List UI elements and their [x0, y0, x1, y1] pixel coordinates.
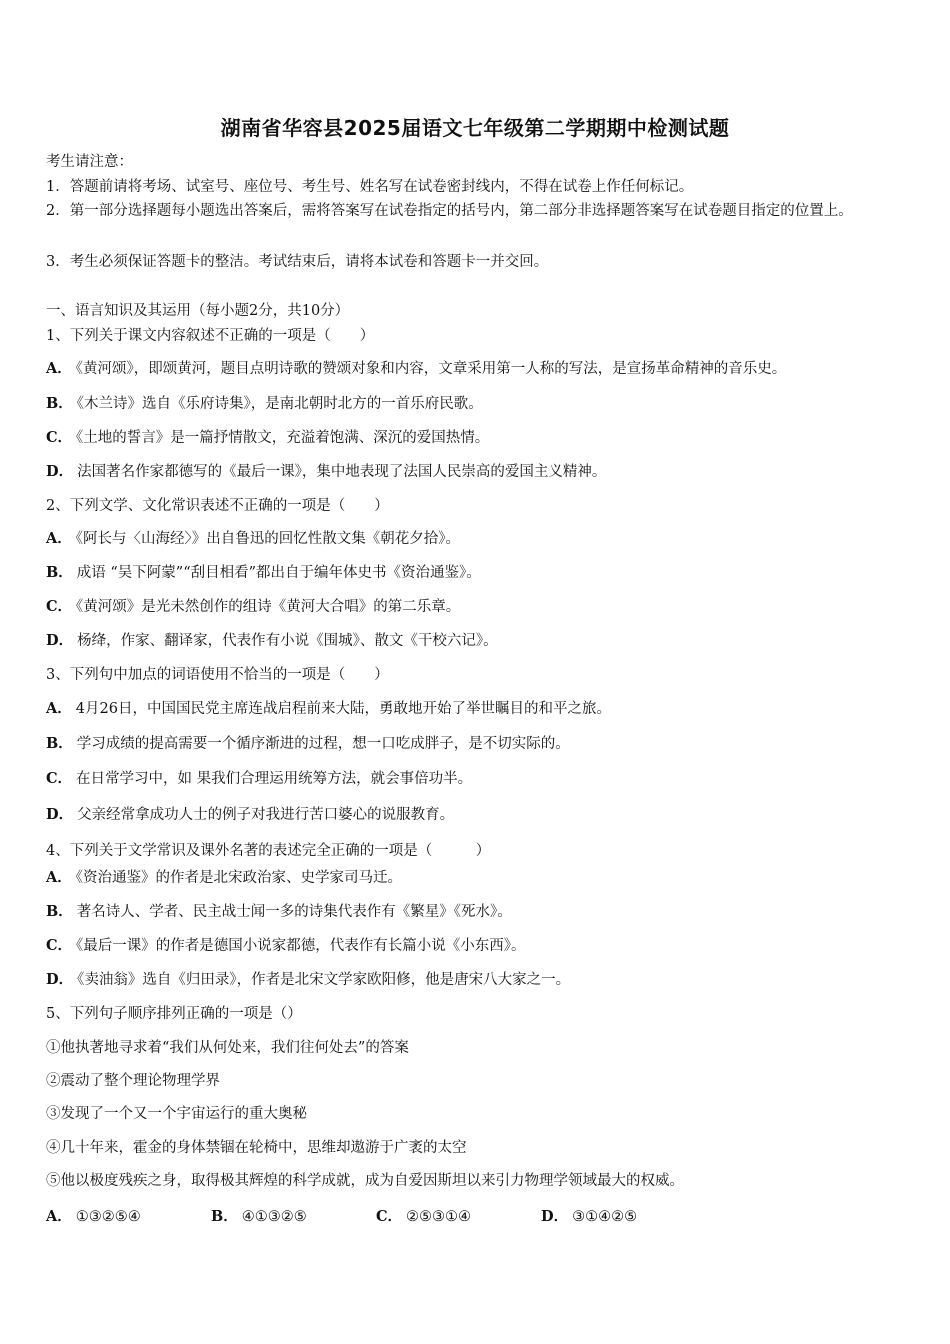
option-text: ②⑤③①④ — [406, 1209, 472, 1225]
question-1-option-d — [46, 462, 606, 482]
option-text: 《资治通鉴》的作者是北宋政治家、史学家司马迁。 — [75, 870, 403, 886]
question-5-option-d — [541, 1205, 637, 1226]
notice-heading: 考生请注意： — [46, 154, 133, 170]
question-4-option-b — [46, 902, 512, 922]
option-label: A． — [46, 869, 72, 886]
option-label: B． — [46, 395, 73, 412]
option-label: C． — [46, 770, 73, 787]
notice-item-3: 3．考生必须保证答题卡的整洁。考试结束后，请将本试卷和答题卡一并交回。 — [46, 254, 549, 270]
question-5-sentence-3: ③发现了一个又一个宇宙运行的重大奥秘 — [46, 1106, 307, 1122]
option-text: ③①④②⑤ — [572, 1209, 638, 1225]
question-2-stem: 2、下列文学、文化常识表述不正确的一项是（ ） — [46, 498, 389, 514]
option-text: ④①③②⑤ — [241, 1209, 307, 1225]
question-4-stem: 4、下列关于文学常识及课外名著的表述完全正确的一项是（ ） — [46, 843, 491, 859]
option-label: C． — [46, 937, 73, 954]
question-5-sentence-1: ①他执著地寻求着“我们从何处来，我们往何处去”的答案 — [46, 1040, 409, 1056]
question-5-option-b — [211, 1205, 376, 1226]
option-text: 《木兰诗》选自《乐府诗集》，是南北朝时北方的一首乐府民歌。 — [76, 396, 483, 412]
option-label: B． — [46, 903, 73, 920]
notice-item-1: 1．答题前请将考场、试室号、座位号、考生号、姓名写在试卷密封线内，不得在试卷上作任何标记。 — [46, 179, 694, 195]
section-heading: 一、语言知识及其运用（每小题2分，共10分） — [46, 303, 350, 319]
question-4-option-d — [46, 970, 570, 990]
option-label: D． — [46, 806, 74, 823]
option-label: B． — [46, 564, 73, 581]
option-text: 父亲经常拿成功人士的例子对我进行苦口婆心的说服教育。 — [77, 807, 455, 823]
option-text: 《黄河颂》是光未然创作的组诗《黄河大合唱》的第二乐章。 — [76, 599, 461, 615]
question-3-option-a — [46, 699, 611, 719]
question-2-option-a — [46, 529, 460, 549]
option-text: 杨绛，作家、翻译家，代表作有小说《围城》、散文《干校六记》。 — [77, 633, 498, 649]
option-text: 《土地的誓言》是一篇抒情散文，充溢着饱满、深沉的爱国热情。 — [76, 430, 490, 446]
question-5-option-a — [46, 1205, 211, 1226]
question-5-stem: 5、下列句子顺序排列正确的一项是（） — [46, 1006, 302, 1022]
question-1-stem: 1、下列关于课文内容叙述不正确的一项是（ ） — [46, 328, 375, 344]
question-4-option-a — [46, 868, 402, 888]
option-text: 成语 “吴下阿蒙”“刮目相看”都出自于编年体史书《资治通鉴》。 — [76, 565, 481, 581]
option-text: 4月26日，中国国民党主席连战启程前来大陆，勇敢地开始了举世瞩目的和平之旅。 — [75, 701, 611, 717]
option-text: 《阿长与〈山海经〉》出自鲁迅的回忆性散文集《朝花夕拾》。 — [75, 531, 461, 547]
option-label: C． — [46, 429, 73, 446]
option-label: B． — [46, 735, 73, 752]
question-1-option-a — [46, 359, 786, 379]
question-1-option-c — [46, 428, 489, 448]
option-label: D． — [46, 463, 74, 480]
option-label: A． — [46, 700, 72, 717]
question-5-sentence-2: ②震动了整个理论物理学界 — [46, 1073, 220, 1089]
option-label: A． — [46, 1208, 72, 1225]
option-label: A． — [46, 360, 72, 377]
option-label: D． — [541, 1208, 569, 1225]
option-text: 《最后一课》的作者是德国小说家都德，代表作有长篇小说《小东西》。 — [76, 938, 526, 954]
question-2-option-b — [46, 563, 481, 583]
question-5-sentence-4: ④几十年来，霍金的身体禁锢在轮椅中，思维却遨游于广袤的太空 — [46, 1140, 467, 1156]
option-label: D． — [46, 971, 74, 988]
question-3-option-b — [46, 734, 570, 754]
notice-item-2: 2．第一部分选择题每小题选出答案后，需将答案写在试卷指定的括号内，第二部分非选择题答案写在试卷题目指定的位置上。 — [46, 203, 853, 219]
question-2-option-d — [46, 631, 498, 651]
option-label: D． — [46, 632, 74, 649]
question-4-option-c — [46, 936, 526, 956]
option-text: 《黄河颂》，即颂黄河，题目点明诗歌的赞颂对象和内容，文章采用第一人称的写法，是宣扬革命精神的音乐史。 — [75, 361, 787, 377]
option-label: B． — [211, 1208, 238, 1225]
question-5-sentence-5: ⑤他以极度残疾之身，取得极其辉煌的科学成就，成为自爱因斯坦以来引力物理学领域最大的权威。 — [46, 1173, 684, 1189]
option-text: 法国著名作家都德写的《最后一课》，集中地表现了法国人民崇高的爱国主义精神。 — [77, 464, 607, 480]
question-3-stem: 3、下列句中加点的词语使用不恰当的一项是（ ） — [46, 667, 389, 683]
question-1-option-b — [46, 394, 483, 414]
option-text: 在日常学习中，如 果我们合理运用统筹方法，就会事倍功半。 — [76, 771, 473, 787]
option-label: C． — [376, 1208, 403, 1225]
question-5-option-c — [376, 1205, 541, 1226]
question-2-option-c — [46, 597, 460, 617]
option-text: ①③②⑤④ — [75, 1209, 141, 1225]
option-text: 《卖油翁》选自《归田录》，作者是北宋文学家欧阳修，他是唐宋八大家之一。 — [77, 972, 571, 988]
question-3-option-c — [46, 769, 472, 789]
question-3-option-d — [46, 805, 454, 825]
option-label: A． — [46, 530, 72, 547]
option-text: 学习成绩的提高需要一个循序渐进的过程，想一口吃成胖子，是不切实际的。 — [76, 736, 570, 752]
option-label: C． — [46, 598, 73, 615]
option-text: 著名诗人、学者、民主战士闻一多的诗集代表作有《繁星》《死水》。 — [76, 904, 512, 920]
question-5-options — [46, 1205, 637, 1226]
exam-title: 湖南省华容县2025届语文七年级第二学期期中检测试题 — [220, 116, 730, 140]
